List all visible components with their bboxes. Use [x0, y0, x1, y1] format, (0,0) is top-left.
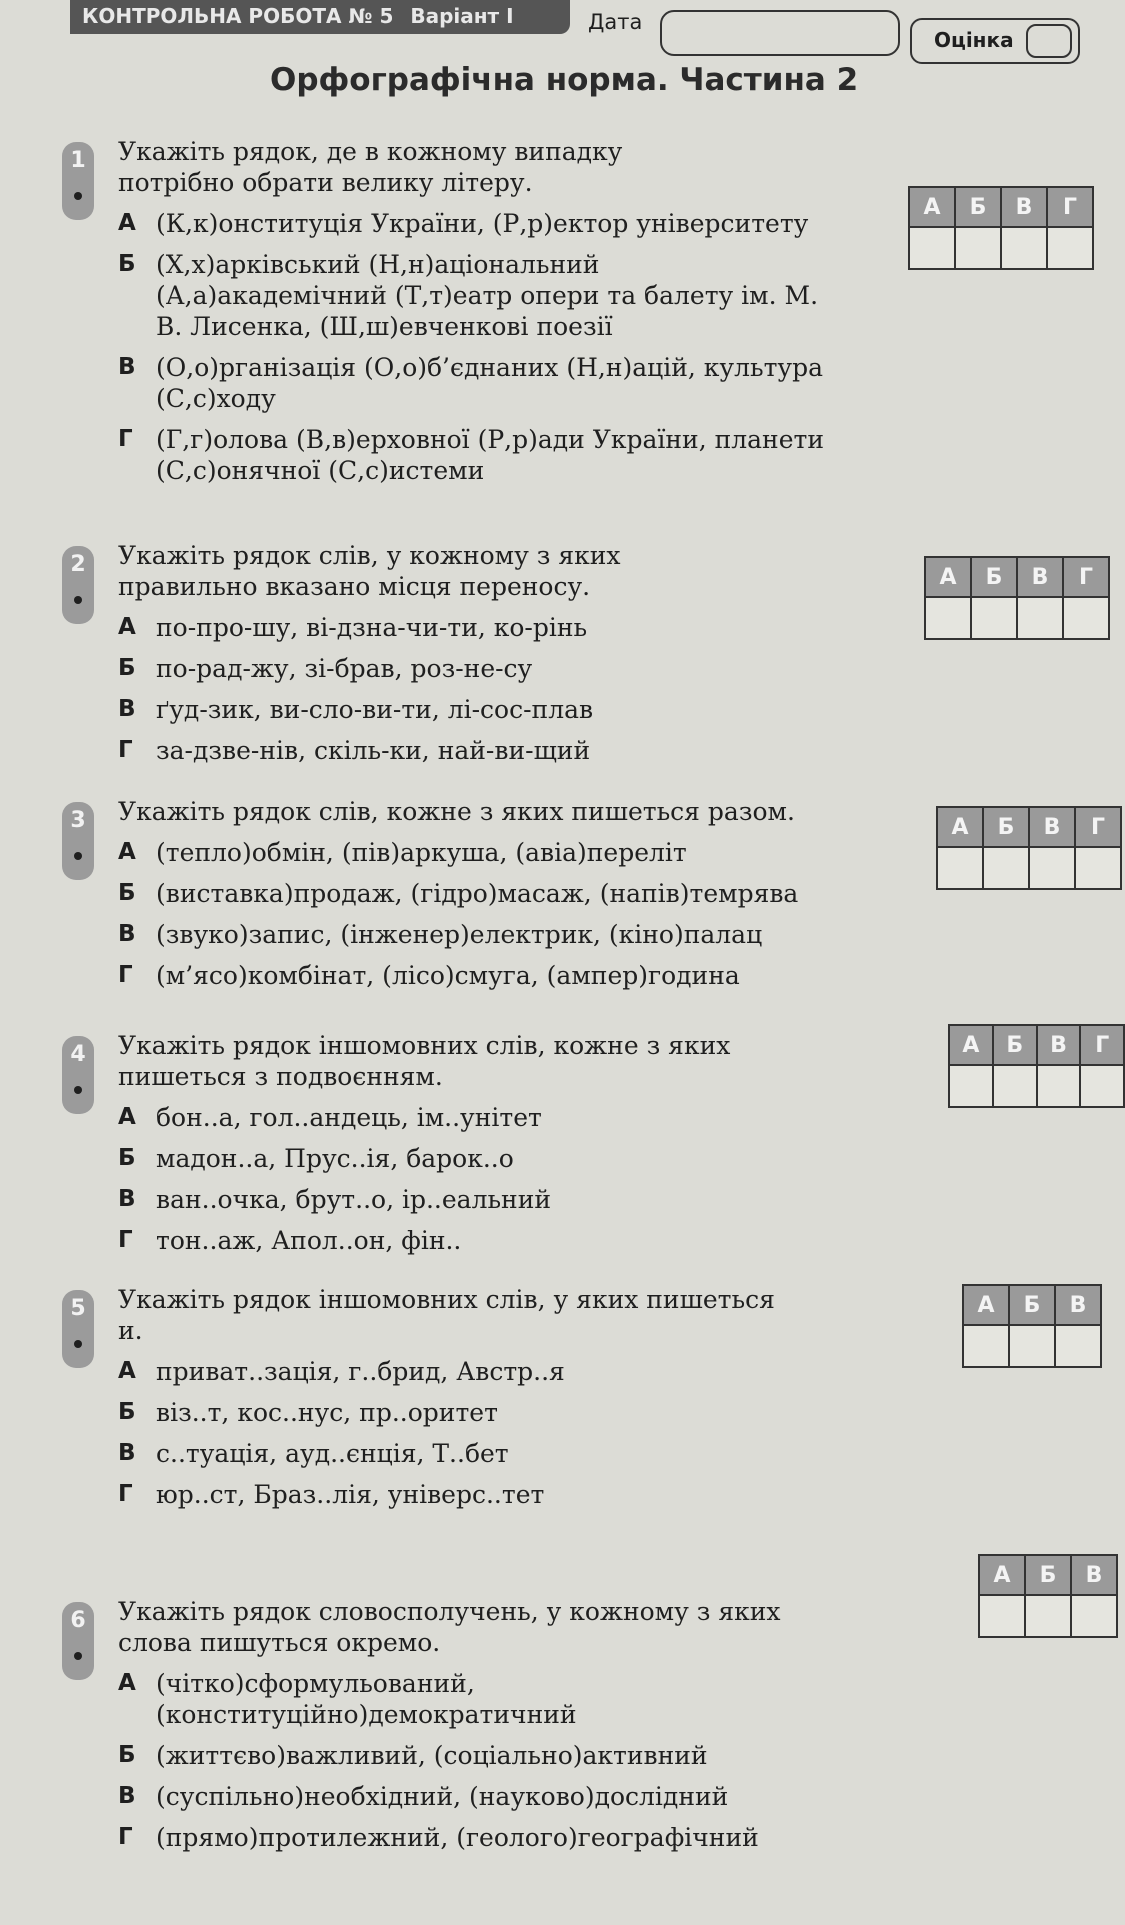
option-text: мадон..а, Прус..ія, барок..о — [156, 1144, 514, 1173]
option-d — [118, 960, 896, 991]
answer-letter: Б — [993, 1025, 1037, 1065]
answer-cell[interactable] — [1017, 597, 1063, 639]
option-b — [118, 1397, 896, 1428]
task-number-badge — [62, 1290, 94, 1368]
option-c — [118, 1438, 896, 1469]
option-text: (м’ясо)комбінат, (лісо)смуга, (ампер)година — [156, 961, 740, 990]
option-text: (звуко)запис, (інженер)електрик, (кіно)палац — [156, 920, 763, 949]
option-text: (К,к)онституція України, (Р,р)ектор університету — [156, 209, 809, 238]
option-d — [118, 1225, 896, 1256]
option-letter: А — [118, 614, 136, 640]
answer-letter: Г — [1063, 557, 1109, 597]
option-text: ґуд-зик, ви-сло-ви-ти, лі-сос-плав — [156, 695, 594, 724]
date-field[interactable] — [660, 10, 900, 56]
bullet-dot-icon — [74, 1652, 82, 1660]
option-letter: Г — [118, 1824, 133, 1850]
answer-letter: В — [1029, 807, 1075, 847]
answer-letter: А — [949, 1025, 993, 1065]
task-number: 4 — [70, 1042, 86, 1067]
answer-cell[interactable] — [925, 597, 971, 639]
answer-cell[interactable] — [949, 1065, 993, 1107]
answer-cell[interactable] — [1080, 1065, 1124, 1107]
question-text: Укажіть рядок слів, кожне з яких пишеться разом. — [118, 797, 795, 826]
option-letter: Г — [118, 962, 133, 988]
task-number: 2 — [70, 552, 86, 577]
task-number-badge — [62, 142, 94, 220]
option-letter: Б — [118, 1742, 136, 1768]
question-text: Укажіть рядок, де в кожному випадку потрібно обрати велику літеру. — [118, 137, 623, 197]
answer-letter: Б — [955, 187, 1001, 227]
answer-cell[interactable] — [1037, 1065, 1081, 1107]
option-a — [118, 612, 896, 643]
answer-letter: А — [909, 187, 955, 227]
answer-cell[interactable] — [1055, 1325, 1101, 1367]
answer-cell[interactable] — [993, 1065, 1037, 1107]
answer-cell[interactable] — [963, 1325, 1009, 1367]
option-a — [118, 208, 896, 239]
answer-grid-2 — [924, 556, 1110, 640]
answer-cell[interactable] — [1009, 1325, 1055, 1367]
answer-grid-1 — [908, 186, 1094, 270]
answer-letter: Г — [1047, 187, 1093, 227]
option-letter: Г — [118, 426, 133, 452]
grade-field[interactable] — [1026, 24, 1072, 58]
option-text: ван..очка, брут..о, ір..еальний — [156, 1185, 552, 1214]
bullet-dot-icon — [74, 1086, 82, 1094]
option-letter: Б — [118, 1145, 136, 1171]
answer-cell[interactable] — [1029, 847, 1075, 889]
answer-letter: В — [1071, 1555, 1117, 1595]
task-number: 3 — [70, 808, 86, 833]
option-letter: Б — [118, 655, 136, 681]
grade-frame — [910, 18, 1080, 64]
work-label: КОНТРОЛЬНА РОБОТА № 5 — [82, 4, 394, 28]
answer-grid-5 — [962, 1284, 1102, 1368]
option-letter: А — [118, 1104, 136, 1130]
option-letter: В — [118, 921, 136, 947]
option-letter: В — [118, 1186, 136, 1212]
question-text: Укажіть рядок іншомовних слів, кожне з яких пишеться з подвоєнням. — [118, 1031, 731, 1091]
task-number: 5 — [70, 1296, 86, 1321]
task-number: 6 — [70, 1608, 86, 1633]
task-3 — [62, 796, 902, 991]
answer-letter: Г — [1080, 1025, 1124, 1065]
option-c — [118, 694, 896, 725]
answer-cell[interactable] — [909, 227, 955, 269]
option-text: (прямо)протилежний, (геолого)географічний — [156, 1823, 759, 1852]
option-d — [118, 1479, 896, 1510]
answer-cell[interactable] — [1071, 1595, 1117, 1637]
task-6 — [62, 1596, 902, 1853]
option-text: тон..аж, Апол..он, фін.. — [156, 1226, 462, 1255]
option-letter: В — [118, 354, 136, 380]
task-number-badge — [62, 802, 94, 880]
option-text: по-рад-жу, зі-брав, роз-не-су — [156, 654, 533, 683]
work-label-strip — [70, 0, 570, 34]
bullet-dot-icon — [74, 192, 82, 200]
task-5 — [62, 1284, 902, 1510]
option-text: (Г,г)олова (В,в)ерховної (Р,р)ади України, планети (С,с)онячної (С,с)истеми — [156, 425, 824, 485]
question-text: Укажіть рядок іншомовних слів, у яких пишеться и. — [118, 1285, 775, 1345]
option-text: (Х,х)арківський (Н,н)аціональний (А,а)академічний (Т,т)еатр опери та балету ім. М. В. Лисенка, (Ш,ш)евченкові поезії — [156, 250, 819, 341]
grade-label: Оцінка — [934, 28, 1014, 52]
option-b — [118, 653, 896, 684]
option-d — [118, 1822, 896, 1853]
option-letter: В — [118, 1783, 136, 1809]
task-number-badge — [62, 1036, 94, 1114]
answer-grid-3 — [936, 806, 1122, 890]
answer-cell[interactable] — [1001, 227, 1047, 269]
bullet-dot-icon — [74, 852, 82, 860]
answer-letter: Б — [1025, 1555, 1071, 1595]
task-number-badge — [62, 546, 94, 624]
option-text: (О,о)рганізація (О,о)б’єднаних (Н,н)ацій, культура (С,с)ходу — [156, 353, 824, 413]
option-text: за-дзве-нів, скіль-ки, най-ви-щий — [156, 736, 591, 765]
option-text: (виставка)продаж, (гідро)масаж, (напів)темрява — [156, 879, 799, 908]
option-letter: А — [118, 839, 136, 865]
option-text: по-про-шу, ві-дзна-чи-ти, ко-рінь — [156, 613, 588, 642]
option-text: (чітко)сформульований, (конституційно)демократичний — [156, 1669, 577, 1729]
option-b — [118, 878, 896, 909]
option-d — [118, 424, 836, 486]
option-letter: А — [118, 1358, 136, 1384]
answer-cell[interactable] — [1047, 227, 1093, 269]
option-letter: А — [118, 210, 136, 236]
answer-letter: Б — [971, 557, 1017, 597]
option-text: (тепло)обмін, (пів)аркуша, (авіа)переліт — [156, 838, 687, 867]
worksheet-header — [70, 0, 1080, 60]
option-c — [118, 352, 836, 414]
answer-letter: Г — [1075, 807, 1121, 847]
option-b — [118, 1740, 896, 1771]
task-1 — [62, 136, 902, 486]
option-letter: Б — [118, 251, 136, 277]
answer-letter: А — [979, 1555, 1025, 1595]
option-letter: Г — [118, 1227, 133, 1253]
answer-letter: А — [963, 1285, 1009, 1325]
answer-cell[interactable] — [1025, 1595, 1071, 1637]
task-4 — [62, 1030, 902, 1256]
answer-letter: Б — [1009, 1285, 1055, 1325]
option-text: віз..т, кос..нус, пр..оритет — [156, 1398, 498, 1427]
option-letter: В — [118, 696, 136, 722]
option-text: (життєво)важливий, (соціально)активний — [156, 1741, 708, 1770]
answer-cell[interactable] — [937, 847, 983, 889]
option-text: с..туація, ауд..єнція, Т..бет — [156, 1439, 509, 1468]
answer-letter: В — [1017, 557, 1063, 597]
bullet-dot-icon — [74, 596, 82, 604]
option-c — [118, 919, 896, 950]
answer-cell[interactable] — [983, 847, 1029, 889]
option-text: юр..ст, Браз..лія, універс..тет — [156, 1480, 545, 1509]
answer-letter: А — [937, 807, 983, 847]
option-text: приват..зація, г..брид, Австр..я — [156, 1357, 565, 1386]
option-text: бон..а, гол..андець, ім..унітет — [156, 1103, 542, 1132]
variant-label: Варіант І — [410, 4, 514, 28]
option-letter: Г — [118, 1481, 133, 1507]
option-a — [118, 1356, 896, 1387]
question-text: Укажіть рядок слів, у кожному з яких правильно вказано місця переносу. — [118, 541, 621, 601]
option-a — [118, 1668, 856, 1730]
option-text: (суспільно)необхідний, (науково)дослідний — [156, 1782, 729, 1811]
answer-grid-6 — [978, 1554, 1118, 1638]
task-2 — [62, 540, 902, 766]
answer-letter: Б — [983, 807, 1029, 847]
option-d — [118, 735, 896, 766]
date-label: Дата — [588, 10, 643, 34]
option-a — [118, 1102, 896, 1133]
page-title: Орфографічна норма. Частина 2 — [270, 62, 859, 98]
option-a — [118, 837, 896, 868]
option-letter: Б — [118, 880, 136, 906]
option-letter: А — [118, 1670, 136, 1696]
answer-letter: А — [925, 557, 971, 597]
answer-cell[interactable] — [979, 1595, 1025, 1637]
answer-cell[interactable] — [1063, 597, 1109, 639]
task-number: 1 — [70, 148, 86, 173]
option-b — [118, 249, 836, 342]
option-c — [118, 1184, 896, 1215]
option-letter: В — [118, 1440, 136, 1466]
answer-cell[interactable] — [955, 227, 1001, 269]
answer-letter: В — [1037, 1025, 1081, 1065]
answer-cell[interactable] — [1075, 847, 1121, 889]
question-text: Укажіть рядок словосполучень, у кожному з яких слова пишуться окремо. — [118, 1597, 781, 1657]
option-letter: Г — [118, 737, 133, 763]
answer-letter: В — [1001, 187, 1047, 227]
answer-letter: В — [1055, 1285, 1101, 1325]
option-b — [118, 1143, 896, 1174]
option-letter: Б — [118, 1399, 136, 1425]
answer-grid-4 — [948, 1024, 1125, 1108]
bullet-dot-icon — [74, 1340, 82, 1348]
task-number-badge — [62, 1602, 94, 1680]
answer-cell[interactable] — [971, 597, 1017, 639]
option-c — [118, 1781, 896, 1812]
